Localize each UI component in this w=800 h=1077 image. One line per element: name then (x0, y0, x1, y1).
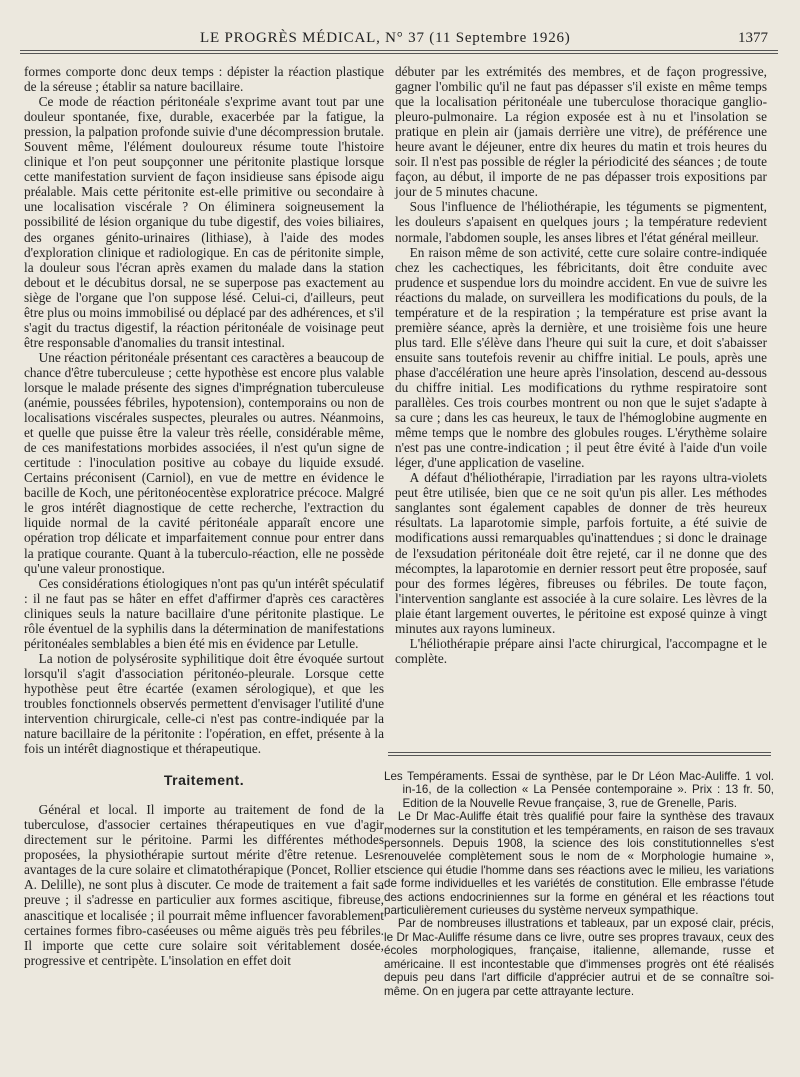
left-column (24, 64, 384, 968)
paragraph: La notion de polysérosite syphilitique doit être évoquée surtout lorsqu'il s'agit d'association péritonéo-pleurale. Lorsque cette hypothèse peut être écartée (examen sérologique), et que les troubles fonctionnels observés permettent d'envisager l'utilité d'une intervention chirurgicale, celle-ci n'est pas contre-indiquée par la nature bacillaire de la péritonite : l'opération, en effet, présente à la fois un intérêt diagnostique et thérapeutique. (24, 650, 384, 757)
running-title: LE PROGRÈS MÉDICAL, N° 37 (11 Septembre 1926) (200, 30, 571, 46)
paragraph: Ce mode de réaction péritonéale s'exprime avant tout par une douleur spontanée, fixe, durable, exacerbée par la fatigue, la pression, la palpation profonde suivie d'une décompression brutale. Souvent même, l'élément douloureux résume toute l'histoire clinique et l'on peut soupçonner une péritonite plastique lorsque cette manifestation survient de façon insidieuse sans épisode aigu préalable. Mais cette péritonite est-elle primitive ou secondaire à une localisation viscérale ? On éliminera soigneusement la possibilité de lésion organique du tube digestif, des voies biliaires, des organes génito-urinaires (lithiase), à l'aide des modes d'exploration clinique et radiologique. En cas de péritonite simple, la douleur sous l'écran après examen du malade dans la station debout et le décubitus dorsal, ne se superpose pas exactement au siège de l'organe que l'on suppose lésé. Celui-ci, d'ailleurs, peut être plus ou moins immobilisé ou déplacé par des adhérences, et s'il s'agit du tractus digestif, la réaction péritonéale de voisinage peut être responsable d'anomalies du transit intestinal. (24, 94, 384, 350)
paragraph: Général et local. Il importe au traitement de fond de la tuberculose, d'associer certaines thérapeutiques en vue d'agir directement sur le péritoine. Parmi les différentes méthodes proposées, la physiothérapie surtout mérite d'être retenue. Les avantages de la cure solaire et climatothérapique (Poncet, Rollier et A. Delille), ne sont plus à discuter. Ce mode de traitement a fait sa preuve ; il s'adresse en particulier aux formes ascitique, fibreuse, anascitique et localisée ; il pourrait même influencer favorablement certaines formes fibro-caséeuses ou même aiguës très peu fébriles. Il importe que cette cure solaire soit véritablement dosée, progressive et centripète. L'insolation en effet doit (24, 802, 384, 968)
paragraph: formes comporte donc deux temps : dépister la réaction plastique de la séreuse ; établir sa nature bacillaire. (24, 64, 384, 95)
paragraph: débuter par les extrémités des membres, et de façon progressive, gagner l'ombilic qu'il ne faut pas dépasser s'il existe en même temps que la localisation péritonéale une tuberculose thoracique ganglio-pleuro-pulmonaire. La région exposée est à nu et l'insolation se pratique en plein air (jamais derrière une vitre), de préférence une heure avant le déjeuner, entre dix heures du matin et trois heures du soir. Il n'est pas possible de régler la périodicité des séances ; de toute façon, au début, il importe de ne pas dépasser trois expositions par jour de 5 minutes chacune. (395, 64, 767, 200)
book-review (384, 770, 774, 998)
section-heading: Traitement. (163, 772, 245, 789)
review-citation: Les Tempéraments. Essai de synthèse, par le Dr Léon Mac-Auliffe. 1 vol. in-16, de la collection « La Pensée contemporaine ». Prix : 13 fr. 50, Edition de la Nouvelle Revue française, 3, rue de Grenelle, Paris. (384, 770, 774, 810)
review-paragraph: Le Dr Mac-Auliffe était très qualifié pour faire la synthèse des travaux modernes sur la constitution et les tempéraments, en raison de ses travaux personnels. Depuis 1908, la science des lois constitutionnelles s'est renouvelée complètement sous le nom de « Morphologie humaine », science qui étudie l'homme dans ses réactions avec le milieu, les variations de forme individuelles et les variétés de constitution. Elle embrasse l'étude des actions endocriniennes sur la forme en général et les réactions tout particulièrement curieuses du système nerveux sympathique. (384, 810, 774, 918)
paragraph: Sous l'influence de l'héliothérapie, les téguments se pigmentent, les douleurs s'apaisent en quelques jours ; la température redevient normale, l'abdomen souple, les anses libres et l'état général meilleur. (395, 199, 767, 245)
header-rule (20, 50, 778, 54)
paragraph: Ces considérations étiologiques n'ont pas qu'un intérêt spéculatif : il ne faut pas se hâter en effet d'affirmer d'après ces caractères cliniques seuls la nature bacillaire d'une péritonite plastique. Le rôle éventuel de la syphilis dans la détermination de manifestations péritonéales semblables a bien été mis en évidence par Letulle. (24, 575, 384, 651)
section-divider (388, 752, 771, 756)
paragraph: En raison même de son activité, cette cure solaire contre-indiquée chez les cachectiques, les fébricitants, doit être conduite avec prudence et suspendue lors du moindre accident. En vue de suivre les réactions du malade, on surveillera les modifications du pouls, de la température et de la respiration ; la température est prise avant la première séance, après la dernière, et une troisième fois une heure plus tard. Elle s'élève dans l'heure qui suit la cure, et doit s'abaisser ensuite sans toutefois revenir au chiffre initial. Le pouls, après une phase d'accélération une heure après l'insolation, descend au-dessous du chiffre initial. Les modifications du rythme respiratoire sont parallèles. Ces trois courbes montrent ou non que le sujet s'adapte à sa cure ; dans les cas heureux, le taux de l'hémoglobine augmente en même temps que le nombre des globules rouges. L'érythème solaire n'est pas une contre-indication ; il peut être évité à l'aide d'un voile léger, d'une application de vaseline. (395, 244, 767, 471)
right-column (395, 64, 767, 666)
paragraph: A défaut d'héliothérapie, l'irradiation par les rayons ultra-violets peut être utilisée, bien que ce ne soit qu'un pis aller. Les méthodes sanglantes sont également capables de donner de très heureux résultats. La laparotomie simple, parfois fortuite, a été suivie de modifications aussi remarquables qu'inattendues ; si donc le drainage de l'exsudation péritonéale doit être rejeté, car il ne donne que des mécomptes, la laparotomie en dernier ressort peut être proposée, sauf pour des formes légères, fibreuses ou fébriles. De toute façon, l'intervention sanglante est associée à la cure solaire. Les lèvres de la plaie étant largement ouvertes, le péritoine est exposé quinze à vingt minutes aux rayons lumineux. (395, 470, 767, 636)
paragraph: L'héliothérapie prépare ainsi l'acte chirurgical, l'accompagne et le complète. (395, 635, 767, 666)
page-number: 1377 (738, 30, 768, 46)
page-header (20, 30, 776, 52)
review-paragraph: Par de nombreuses illustrations et tableaux, par un exposé clair, précis, le Dr Mac-Auliffe résume dans ce livre, outre ses propres travaux, ceux des écoles morphologiques, française, italienne, allemande, russe et américaine. Il est incontestable que d'immenses progrès ont été réalisés depuis peu dans l'art difficile d'apprécier autrui et de se connaître soi-même. On en jugera par cette attrayante lecture. (384, 917, 774, 998)
paragraph: Une réaction péritonéale présentant ces caractères a beaucoup de chance d'être tuberculeuse ; cette hypothèse est encore plus valable lorsque le malade présente des signes d'imprégnation tuberculeuse (anémie, poussées fébriles, hypotension), contemporains ou non de localisations viscérales suspectes, pleurales ou autres. Néanmoins, et quelle que puisse être la valeur très réelle, considérable même, de ces manifestations morbides associées, il n'est qu'un signe de certitude : l'inoculation positive au cobaye du liquide exsudé. Certains préconisent (Carniol), en vue de mettre en évidence le bacille de Koch, une péritonéocentèse exploratrice précoce. Malgré le gros intérêt diagnostique de cette recherche, l'extraction du liquide normal de la cavité péritonéale apparaît encore une opération trop délicate et imparfaitement connue pour entrer dans la pratique courante. Quant à la tuberculo-réaction, elle ne possède qu'une valeur pronostique. (24, 349, 384, 576)
